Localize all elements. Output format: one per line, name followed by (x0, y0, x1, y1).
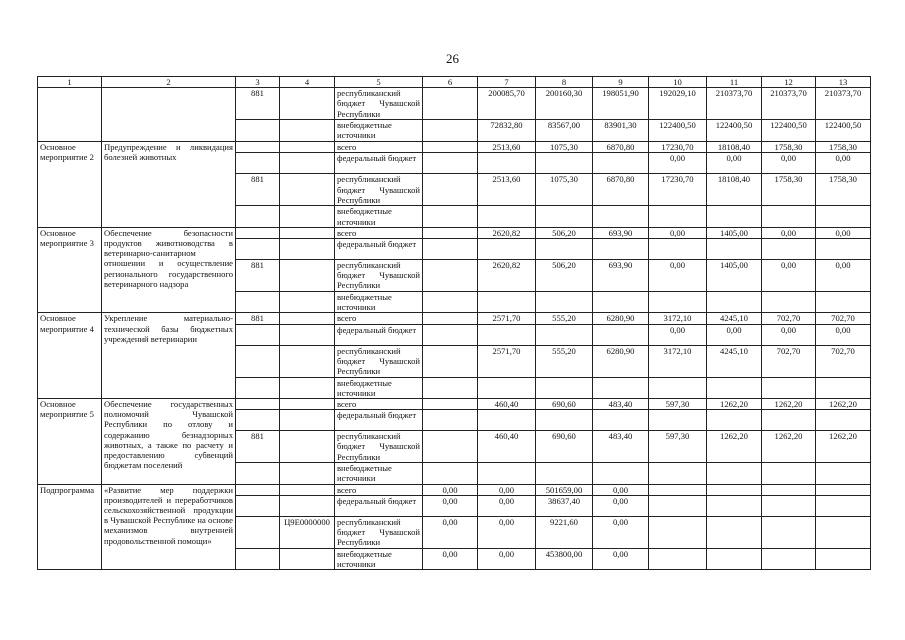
column-header: 13 (816, 77, 871, 88)
name-cell (102, 88, 236, 120)
value-cell: 506,20 (536, 260, 593, 292)
code-cell (280, 463, 335, 484)
value-cell (478, 324, 536, 345)
value-cell: 2513,60 (478, 142, 536, 153)
table-row (38, 120, 871, 142)
value-cell (423, 174, 478, 206)
column-header: 5 (335, 77, 423, 88)
value-cell (536, 153, 593, 174)
value-cell (536, 239, 593, 260)
value-cell: 0,00 (649, 227, 707, 238)
code-cell (280, 142, 335, 153)
value-cell (478, 292, 536, 313)
value-cell (536, 324, 593, 345)
value-cell (649, 463, 707, 484)
value-cell (762, 548, 816, 569)
value-cell: 0,00 (423, 484, 478, 495)
value-cell (423, 399, 478, 410)
value-cell: 0,00 (478, 548, 536, 569)
code-cell (280, 324, 335, 345)
table-row (38, 88, 871, 120)
measure-name-cell: «Развитие мер поддержки производителей и переработчиков сельскохозяйственной продукции в Чувашской Республике на основе механизмов внутренней продовольственной помощи» (102, 484, 236, 570)
source-cell: республиканский бюджет Чувашской Республики (335, 174, 423, 206)
value-cell: 1075,30 (536, 142, 593, 153)
code-cell (236, 495, 280, 516)
code-cell (280, 260, 335, 292)
table-row (38, 313, 871, 324)
source-cell: республиканский бюджет Чувашской Республики (335, 431, 423, 463)
value-cell: 0,00 (816, 324, 871, 345)
value-cell: 2620,82 (478, 260, 536, 292)
code-cell (236, 399, 280, 410)
page-number: 26 (446, 51, 459, 66)
value-cell (423, 463, 478, 484)
value-cell (816, 410, 871, 431)
value-cell: 6280,90 (593, 345, 649, 377)
measure-label-cell: Основное мероприятие 3 (38, 227, 102, 313)
value-cell (707, 484, 762, 495)
value-cell (707, 463, 762, 484)
value-cell: 693,90 (593, 227, 649, 238)
value-cell (478, 463, 536, 484)
value-cell (593, 377, 649, 398)
value-cell (649, 516, 707, 548)
measure-label-cell: Основное мероприятие 5 (38, 399, 102, 485)
value-cell (762, 239, 816, 260)
value-cell: 0,00 (593, 484, 649, 495)
measure-label-cell: Основное мероприятие 2 (38, 142, 102, 228)
value-cell: 0,00 (707, 153, 762, 174)
value-cell (707, 516, 762, 548)
value-cell: 210373,70 (762, 88, 816, 120)
measure-label-cell: Подпрограмма (38, 484, 102, 570)
code-cell (236, 206, 280, 227)
code-cell (280, 410, 335, 431)
value-cell (593, 153, 649, 174)
code-cell (236, 548, 280, 569)
value-cell (423, 324, 478, 345)
value-cell: 1758,30 (816, 174, 871, 206)
value-cell (423, 206, 478, 227)
code-cell (236, 345, 280, 377)
code-cell (236, 377, 280, 398)
value-cell (816, 239, 871, 260)
value-cell (707, 239, 762, 260)
value-cell: 0,00 (649, 153, 707, 174)
label-cell (38, 88, 102, 120)
value-cell (423, 345, 478, 377)
value-cell (816, 516, 871, 548)
value-cell: 483,40 (593, 431, 649, 463)
source-cell: всего (335, 313, 423, 324)
value-cell: 0,00 (762, 153, 816, 174)
value-cell: 0,00 (707, 324, 762, 345)
column-header: 2 (102, 77, 236, 88)
code-cell (280, 239, 335, 260)
code-cell (280, 206, 335, 227)
value-cell: 0,00 (762, 260, 816, 292)
value-cell (762, 495, 816, 516)
value-cell: 6870,80 (593, 142, 649, 153)
code-cell (280, 120, 335, 142)
value-cell: 2571,70 (478, 345, 536, 377)
measure-name-cell: Обеспечение безопасности продуктов животноводства в ветеринарно-санитарном отношении и осуществление регионального государственного ветеринарного надзора (102, 227, 236, 313)
value-cell (707, 410, 762, 431)
value-cell: 122400,50 (816, 120, 871, 142)
code-cell (236, 153, 280, 174)
value-cell (762, 484, 816, 495)
value-cell (423, 431, 478, 463)
value-cell (423, 377, 478, 398)
value-cell (423, 292, 478, 313)
source-cell: внебюджетные источники (335, 548, 423, 569)
value-cell: 122400,50 (649, 120, 707, 142)
value-cell: 460,40 (478, 399, 536, 410)
source-cell: федеральный бюджет (335, 324, 423, 345)
source-cell: федеральный бюджет (335, 410, 423, 431)
value-cell: 3172,10 (649, 313, 707, 324)
value-cell: 17230,70 (649, 174, 707, 206)
code-cell: Ц9Е0000000 (280, 516, 335, 548)
column-header: 6 (423, 77, 478, 88)
value-cell: 1758,30 (816, 142, 871, 153)
value-cell: 18108,40 (707, 174, 762, 206)
column-header: 11 (707, 77, 762, 88)
value-cell (423, 239, 478, 260)
value-cell: 0,00 (816, 260, 871, 292)
value-cell: 0,00 (478, 516, 536, 548)
source-cell: внебюджетные источники (335, 292, 423, 313)
table-row (38, 142, 871, 153)
value-cell: 1405,00 (707, 260, 762, 292)
value-cell (762, 410, 816, 431)
value-cell: 18108,40 (707, 142, 762, 153)
value-cell: 200085,70 (478, 88, 536, 120)
code-cell (280, 484, 335, 495)
value-cell: 702,70 (816, 345, 871, 377)
value-cell (816, 206, 871, 227)
value-cell: 2513,60 (478, 174, 536, 206)
code-cell (236, 484, 280, 495)
value-cell: 597,30 (649, 399, 707, 410)
value-cell: 690,60 (536, 399, 593, 410)
value-cell: 693,90 (593, 260, 649, 292)
source-cell: федеральный бюджет (335, 153, 423, 174)
value-cell (649, 292, 707, 313)
header-row (38, 77, 871, 88)
value-cell: 597,30 (649, 431, 707, 463)
value-cell: 0,00 (593, 516, 649, 548)
source-cell: республиканский бюджет Чувашской Республики (335, 345, 423, 377)
value-cell: 1262,20 (816, 399, 871, 410)
value-cell: 501659,00 (536, 484, 593, 495)
code-cell (236, 324, 280, 345)
value-cell (762, 516, 816, 548)
value-cell (536, 410, 593, 431)
value-cell: 4245,10 (707, 313, 762, 324)
value-cell (423, 142, 478, 153)
value-cell (423, 313, 478, 324)
value-cell: 6870,80 (593, 174, 649, 206)
column-header: 3 (236, 77, 280, 88)
value-cell: 38637,40 (536, 495, 593, 516)
value-cell (707, 292, 762, 313)
value-cell (707, 206, 762, 227)
code-cell (280, 174, 335, 206)
value-cell (707, 548, 762, 569)
value-cell (816, 484, 871, 495)
value-cell: 555,20 (536, 345, 593, 377)
value-cell (536, 206, 593, 227)
value-cell: 0,00 (478, 495, 536, 516)
code-cell: 881 (236, 431, 280, 463)
table-row (38, 399, 871, 410)
value-cell: 1262,20 (707, 431, 762, 463)
value-cell: 9221,60 (536, 516, 593, 548)
value-cell (478, 206, 536, 227)
measure-name-cell: Предупреждение и ликвидация болезней животных (102, 142, 236, 228)
value-cell (649, 484, 707, 495)
code-cell (280, 88, 335, 120)
code-cell (236, 516, 280, 548)
code-cell (280, 313, 335, 324)
code-cell: 881 (236, 313, 280, 324)
value-cell: 0,00 (423, 548, 478, 569)
name-cell (102, 120, 236, 142)
value-cell (536, 292, 593, 313)
value-cell (816, 292, 871, 313)
value-cell (649, 495, 707, 516)
column-header: 1 (38, 77, 102, 88)
value-cell (816, 377, 871, 398)
value-cell: 2620,82 (478, 227, 536, 238)
value-cell: 460,40 (478, 431, 536, 463)
code-cell (280, 431, 335, 463)
column-header: 7 (478, 77, 536, 88)
value-cell (423, 153, 478, 174)
value-cell: 1262,20 (707, 399, 762, 410)
value-cell (593, 410, 649, 431)
value-cell: 198051,90 (593, 88, 649, 120)
value-cell: 453800,00 (536, 548, 593, 569)
value-cell (423, 227, 478, 238)
column-header: 9 (593, 77, 649, 88)
code-cell (236, 292, 280, 313)
source-cell: внебюджетные источники (335, 463, 423, 484)
value-cell (707, 495, 762, 516)
column-header: 10 (649, 77, 707, 88)
value-cell (649, 239, 707, 260)
value-cell (478, 153, 536, 174)
code-cell (280, 345, 335, 377)
column-header: 12 (762, 77, 816, 88)
source-cell: внебюджетные источники (335, 377, 423, 398)
measure-name-cell: Укрепление материально-технической базы бюджетных учреждений ветеринарии (102, 313, 236, 399)
code-cell (280, 377, 335, 398)
column-header: 4 (280, 77, 335, 88)
value-cell (649, 410, 707, 431)
source-cell: внебюджетные источники (335, 120, 423, 142)
value-cell (762, 292, 816, 313)
value-cell (593, 324, 649, 345)
value-cell: 1405,00 (707, 227, 762, 238)
code-cell: 881 (236, 260, 280, 292)
value-cell: 192029,10 (649, 88, 707, 120)
value-cell: 1075,30 (536, 174, 593, 206)
value-cell: 4245,10 (707, 345, 762, 377)
value-cell (423, 410, 478, 431)
value-cell: 0,00 (816, 227, 871, 238)
value-cell (762, 377, 816, 398)
value-cell: 702,70 (762, 345, 816, 377)
table-row (38, 484, 871, 495)
code-cell (236, 239, 280, 260)
value-cell: 702,70 (762, 313, 816, 324)
value-cell: 506,20 (536, 227, 593, 238)
value-cell: 0,00 (593, 548, 649, 569)
value-cell (649, 206, 707, 227)
value-cell (762, 206, 816, 227)
value-cell: 200160,30 (536, 88, 593, 120)
value-cell: 0,00 (649, 324, 707, 345)
label-cell (38, 120, 102, 142)
budget-table (37, 76, 871, 570)
value-cell: 122400,50 (707, 120, 762, 142)
measure-label-cell: Основное мероприятие 4 (38, 313, 102, 399)
value-cell (478, 239, 536, 260)
code-cell (280, 399, 335, 410)
value-cell (423, 120, 478, 142)
value-cell (593, 239, 649, 260)
value-cell: 3172,10 (649, 345, 707, 377)
value-cell: 0,00 (423, 495, 478, 516)
value-cell (423, 88, 478, 120)
code-cell (236, 227, 280, 238)
value-cell: 83901,30 (593, 120, 649, 142)
value-cell (649, 377, 707, 398)
value-cell: 6280,90 (593, 313, 649, 324)
value-cell: 0,00 (423, 516, 478, 548)
code-cell (280, 227, 335, 238)
value-cell: 690,60 (536, 431, 593, 463)
value-cell: 1758,30 (762, 174, 816, 206)
value-cell (593, 292, 649, 313)
value-cell (762, 463, 816, 484)
value-cell: 555,20 (536, 313, 593, 324)
value-cell (536, 463, 593, 484)
source-cell: федеральный бюджет (335, 495, 423, 516)
source-cell: республиканский бюджет Чувашской Республики (335, 88, 423, 120)
code-cell: 881 (236, 174, 280, 206)
value-cell (707, 377, 762, 398)
value-cell: 210373,70 (707, 88, 762, 120)
source-cell: республиканский бюджет Чувашской Республики (335, 516, 423, 548)
value-cell: 210373,70 (816, 88, 871, 120)
value-cell: 1758,30 (762, 142, 816, 153)
value-cell (423, 260, 478, 292)
source-cell: всего (335, 227, 423, 238)
value-cell: 72832,80 (478, 120, 536, 142)
code-cell (280, 153, 335, 174)
code-cell (236, 142, 280, 153)
code-cell (236, 463, 280, 484)
value-cell: 0,00 (478, 484, 536, 495)
value-cell: 1262,20 (762, 399, 816, 410)
value-cell (816, 463, 871, 484)
value-cell (649, 548, 707, 569)
source-cell: республиканский бюджет Чувашской Республики (335, 260, 423, 292)
source-cell: федеральный бюджет (335, 239, 423, 260)
code-cell (280, 548, 335, 569)
value-cell: 83567,00 (536, 120, 593, 142)
value-cell: 17230,70 (649, 142, 707, 153)
code-cell (236, 410, 280, 431)
value-cell: 122400,50 (762, 120, 816, 142)
source-cell: всего (335, 399, 423, 410)
table-row (38, 227, 871, 238)
code-cell: 881 (236, 88, 280, 120)
value-cell: 483,40 (593, 399, 649, 410)
value-cell: 0,00 (593, 495, 649, 516)
code-cell (280, 292, 335, 313)
value-cell (478, 377, 536, 398)
value-cell: 1262,20 (816, 431, 871, 463)
value-cell: 0,00 (816, 153, 871, 174)
value-cell: 0,00 (762, 324, 816, 345)
value-cell: 0,00 (762, 227, 816, 238)
value-cell: 1262,20 (762, 431, 816, 463)
value-cell (816, 495, 871, 516)
value-cell (816, 548, 871, 569)
value-cell (593, 206, 649, 227)
measure-name-cell: Обеспечение государственных полномочий Чувашской Республики по отлову и содержанию безнадзорных животных, а также по расчету и предоставлению субвенций бюджетам поселений (102, 399, 236, 485)
value-cell: 2571,70 (478, 313, 536, 324)
value-cell: 0,00 (649, 260, 707, 292)
value-cell (478, 410, 536, 431)
code-cell (280, 495, 335, 516)
source-cell: всего (335, 484, 423, 495)
source-cell: всего (335, 142, 423, 153)
value-cell (536, 377, 593, 398)
code-cell (236, 120, 280, 142)
source-cell: внебюджетные источники (335, 206, 423, 227)
value-cell (593, 463, 649, 484)
value-cell: 702,70 (816, 313, 871, 324)
column-header: 8 (536, 77, 593, 88)
